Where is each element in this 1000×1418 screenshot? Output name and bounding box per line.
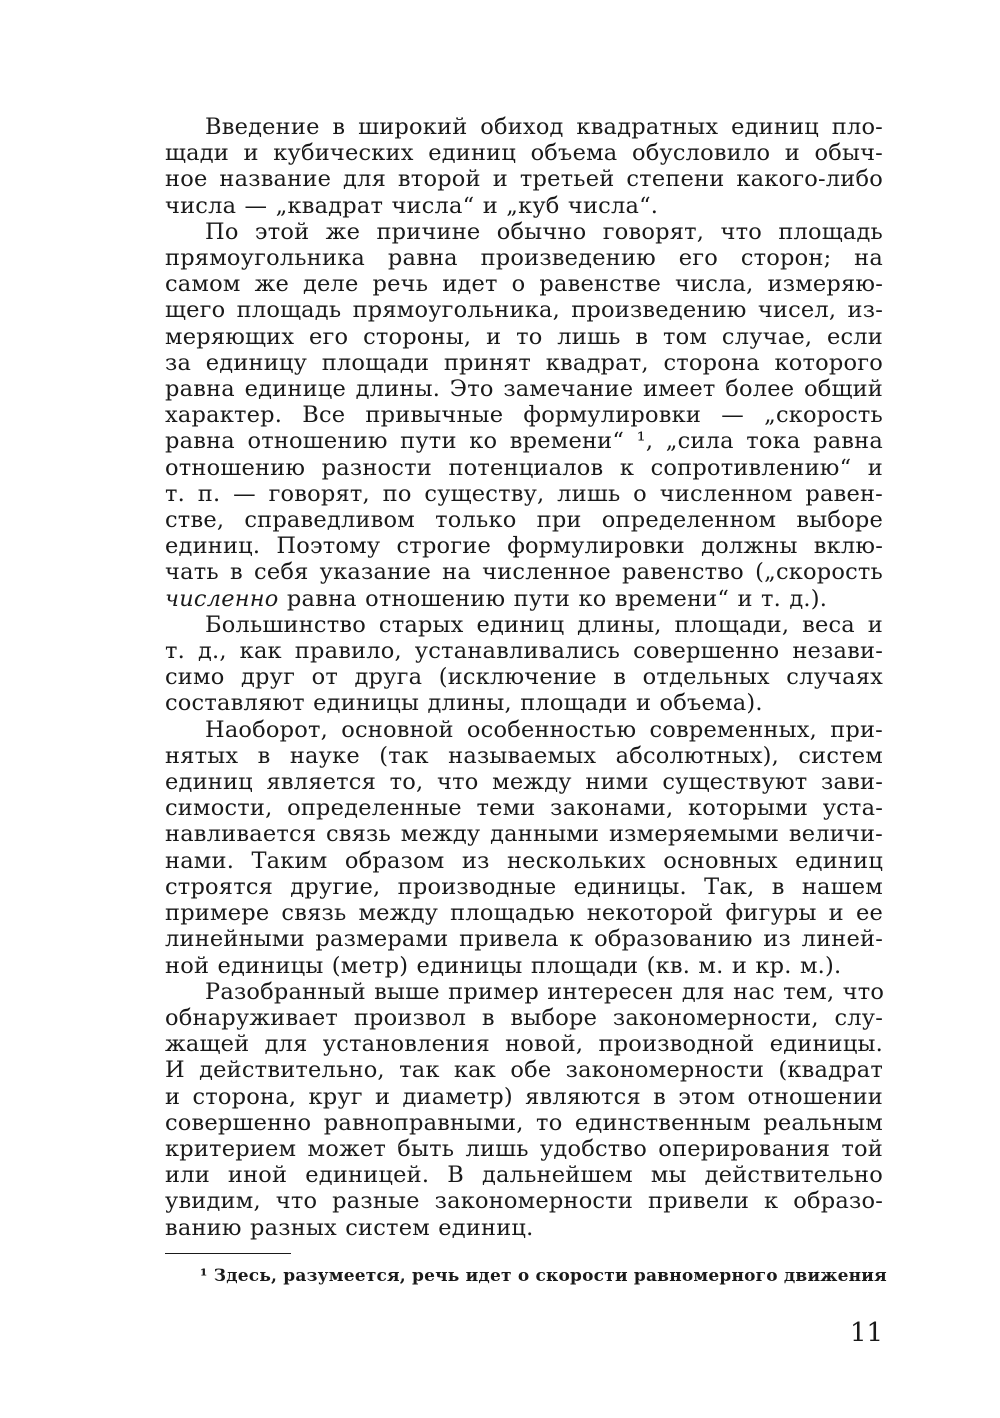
text-line: И действительно, так как обе закономерности (квадрат: [165, 1057, 883, 1084]
text-line: т. п. — говорят, по существу, лишь о численном равен-: [165, 480, 883, 507]
text-line: увидим, что разные закономерности привели к образо-: [165, 1188, 883, 1215]
text-line: т. д., как правило, устанавливались совершенно незави-: [165, 638, 883, 665]
text-line: линейными размерами привела к образованию из линей-: [165, 926, 883, 953]
text-line: Разобранный выше пример интересен для нас тем, что: [205, 978, 885, 1005]
text-line: единиц является то, что между ними существуют зави-: [165, 769, 883, 796]
text-line: единиц. Поэтому строгие формулировки должны вклю-: [165, 533, 883, 560]
text-line: нятых в науке (так называемых абсолютных), систем: [165, 742, 883, 769]
text-line: отношению разности потенциалов к сопротивлению“ и: [165, 454, 883, 481]
text-line: симо друг от друга (исключение в отдельных случаях: [165, 664, 883, 691]
text-line: ванию разных систем единиц.: [165, 1214, 534, 1241]
page-number: 11: [850, 1318, 884, 1348]
text-line: характер. Все привычные формулировки — „скорость: [165, 402, 883, 429]
footnote: ¹ Здесь, разумеется, речь идет о скорости равномерного движения: [200, 1266, 887, 1286]
footnote-divider: [165, 1253, 291, 1254]
text-line: чать в себя указание на численное равенство („скорость: [165, 559, 883, 586]
text-line-italic-lead: численно равна отношению пути ко времени“ и т. д.).: [165, 585, 828, 612]
text-line: щего площадь прямоугольника, произведению чисел, из-: [165, 297, 883, 324]
text-line: ное название для второй и третьей степени какого-либо: [165, 166, 883, 193]
text-line: или иной единицей. В дальнейшем мы действительно: [165, 1162, 883, 1189]
text-line: навливается связь между данными измеряемыми величи-: [165, 821, 883, 848]
paragraph-1: [165, 114, 883, 219]
text-line: Наоборот, основной особенностью современных, при-: [205, 716, 883, 743]
text-line: симости, определенные теми законами, которыми уста-: [165, 795, 883, 822]
text-line: равна единице длины. Это замечание имеет более общий: [165, 376, 883, 403]
text-line: составляют единицы длины, площади и объема).: [165, 690, 763, 717]
text-line: совершенно равноправными, то единственным реальным: [165, 1109, 883, 1136]
text-line: критерием может быть лишь удобство оперирования той: [165, 1135, 883, 1162]
text-line: ной единицы (метр) единицы площади (кв. м. и кр. м.).: [165, 952, 842, 979]
text-line: Введение в широкий обиход квадратных единиц пло-: [205, 114, 883, 140]
text-line: и сторона, круг и диаметр) являются в этом отношении: [165, 1083, 883, 1110]
text-line: меряющих его стороны, и то лишь в том случае, если: [165, 323, 883, 350]
paragraph-4: [165, 717, 883, 979]
paragraph-2: [165, 219, 883, 612]
text-line: нами. Таким образом из нескольких основных единиц: [165, 847, 883, 874]
text-line: стве, справедливом только при определенном выборе: [165, 507, 883, 534]
text-line: Большинство старых единиц длины, площади, веса и: [205, 611, 883, 638]
text-line: строятся другие, производные единицы. Так, в нашем: [165, 873, 883, 900]
text-line: щади и кубических единиц объема обусловило и обыч-: [165, 140, 883, 167]
text-line: жащей для установления новой, производной единицы.: [165, 1031, 883, 1058]
text-line: за единицу площади принят квадрат, сторона которого: [165, 349, 883, 376]
text-line: примере связь между площадью некоторой фигуры и ее: [165, 900, 883, 927]
text-line: равна отношению пути ко времени“ ¹, „сила тока равна: [165, 428, 883, 455]
paragraph-5: [165, 979, 883, 1241]
text-line: обнаруживает произвол в выборе закономерности, слу-: [165, 1004, 883, 1031]
text-line: самом же деле речь идет о равенстве числа, измеряю-: [165, 271, 883, 298]
page-body: [165, 114, 883, 1241]
paragraph-3: [165, 612, 883, 717]
text-line: числа — „квадрат числа“ и „куб числа“.: [165, 192, 659, 219]
text-line: По этой же причине обычно говорят, что площадь: [205, 218, 883, 245]
text-line: прямоугольника равна произведению его сторон; на: [165, 245, 883, 272]
